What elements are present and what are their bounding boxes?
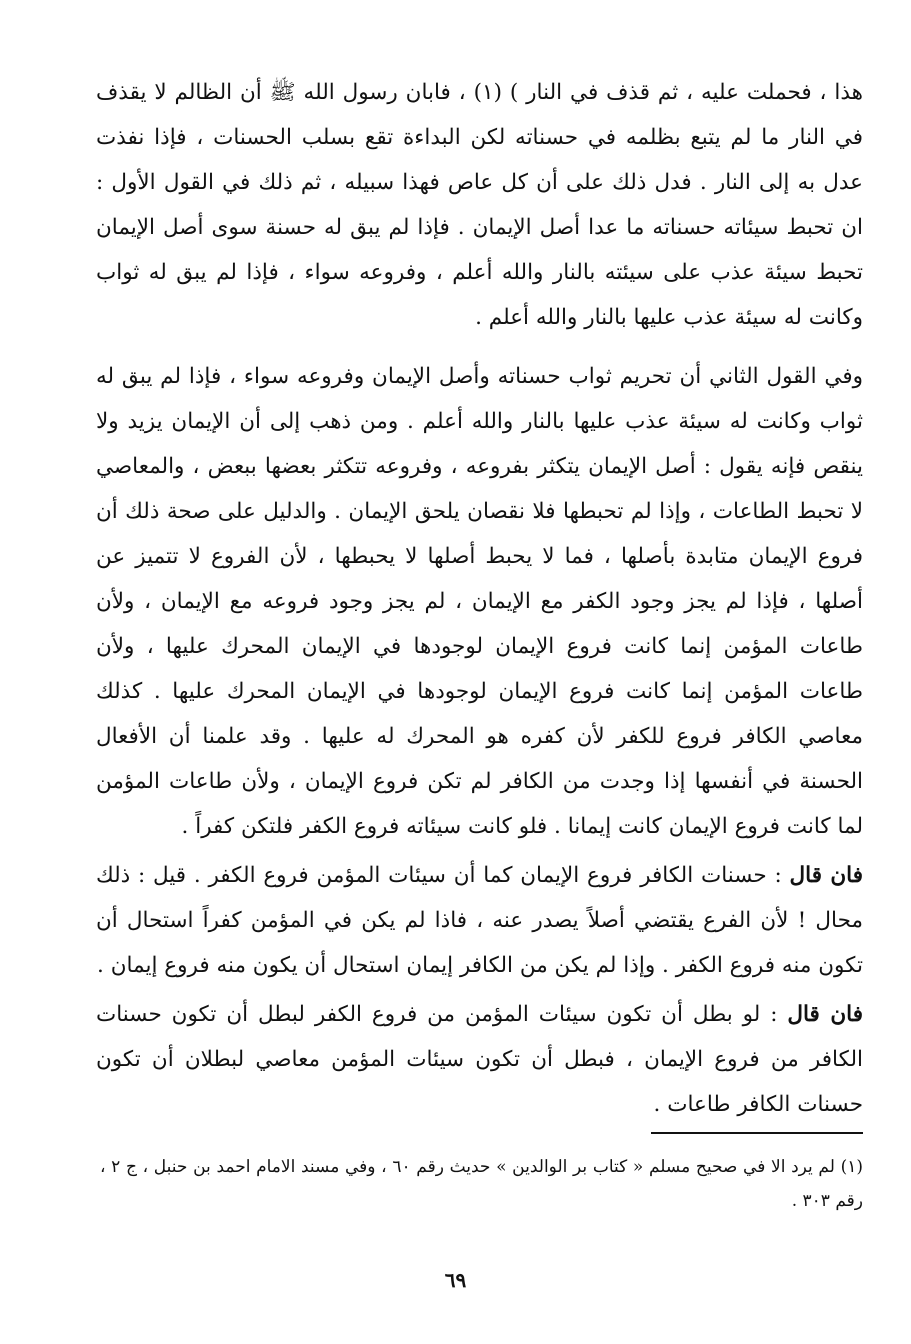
footnote-divider [651, 1132, 863, 1134]
paragraph-4 [96, 992, 863, 1127]
paragraph-2: وفي القول الثاني أن تحريم ثواب حسناته وأصل الإيمان وفروعه سواء ، فإذا لم يبق له ثواب وكانت له سيئة عذب عليها بالنار والله أعلم . ومن ذهب إلى أن الإيمان يزيد ولا ينقص فإنه يقول : أصل الإيمان يتكثر بفروعه ، وفروعه تتكثر بعضها ببعض ، والمعاصي لا تحبط الطاعات ، وإذا لم تحبطها فلا نقصان يلحق الإيمان . والدليل على صحة ذلك أن فروع الإيمان متابدة بأصلها ، فما لا يحبط أصلها لا يحبطها ، لأن الفروع لا تتميز عن أصلها ، فإذا لم يجز وجود الكفر مع الإيمان ، لم يجز وجود فروعه مع الإيمان ، ولأن طاعات المؤمن إنما كانت فروع الإيمان لوجودها في الإيمان المحرك عليها ، ولأن طاعات المؤمن إنما كانت فروع الإيمان لوجودها في الإيمان المحرك عليها . كذلك معاصي الكافر فروع للكفر لأن كفره هو المحرك له عليها . وقد علمنا أن الأفعال الحسنة في أنفسها إذا وجدت من الكافر لم تكن فروع الإيمان ، ولأن طاعات المؤمن لما كانت فروع الإيمان كانت إيمانا . فلو كانت سيئاته فروع الكفر فلتكن كفراً . [96, 364, 863, 839]
paragraph-3 [96, 853, 863, 988]
paragraph-3-lead: فان قال [789, 863, 864, 888]
paragraph-4-text: : لو بطل أن تكون سيئات المؤمن من فروع الكفر لبطل أن تكون حسنات الكافر من فروع الإيمان ، فبطل أن تكون سيئات المؤمن معاصي لبطلان أن تكون حسنات الكافر طاعات . [96, 1002, 863, 1117]
footnote: (١) لم يرد الا في صحيح مسلم « كتاب بر الوالدين » حديث رقم ٦٠ ، وفي مسند الامام احمد بن حنبل ، ج ٢ ، رقم ٣٠٣ . [100, 1157, 864, 1211]
page-number: ٦٩ [444, 1268, 467, 1292]
paragraph-4-lead: فان قال [787, 1002, 864, 1027]
paragraph-1: هذا ، فحملت عليه ، ثم قذف في النار ) (١) ، فابان رسول الله ﷺ أن الظالم لا يقذف في النار ما لم يتبع بظلمه في حسناته لكن البداءة تقع بسلب الحسنات ، فإذا نفذت عدل به إلى النار . فدل ذلك على أن كل عاص فهذا سبيله ، ثم ذلك في القول الأول : ان تحبط سيئاته حسناته ما عدا أصل الإيمان . فإذا لم يبق له حسنة سوى أصل الإيمان تحبط سيئة عذب على سيئته بالنار والله أعلم ، وفروعه سواء ، فإذا لم يبق له ثواب وكانت له سيئة عذب عليها بالنار والله أعلم . [96, 80, 863, 330]
paragraph-3-text: : حسنات الكافر فروع الإيمان كما أن سيئات المؤمن فروع الكفر . قيل : ذلك محال ! لأن الفرع يقتضي أصلاً يصدر عنه ، فاذا لم يكن في المؤمن كفراً استحال أن تكون منه فروع الكفر . وإذا لم يكن من الكافر إيمان استحال أن يكون منه فروع إيمان . [96, 863, 863, 978]
main-text-block [96, 70, 863, 1127]
